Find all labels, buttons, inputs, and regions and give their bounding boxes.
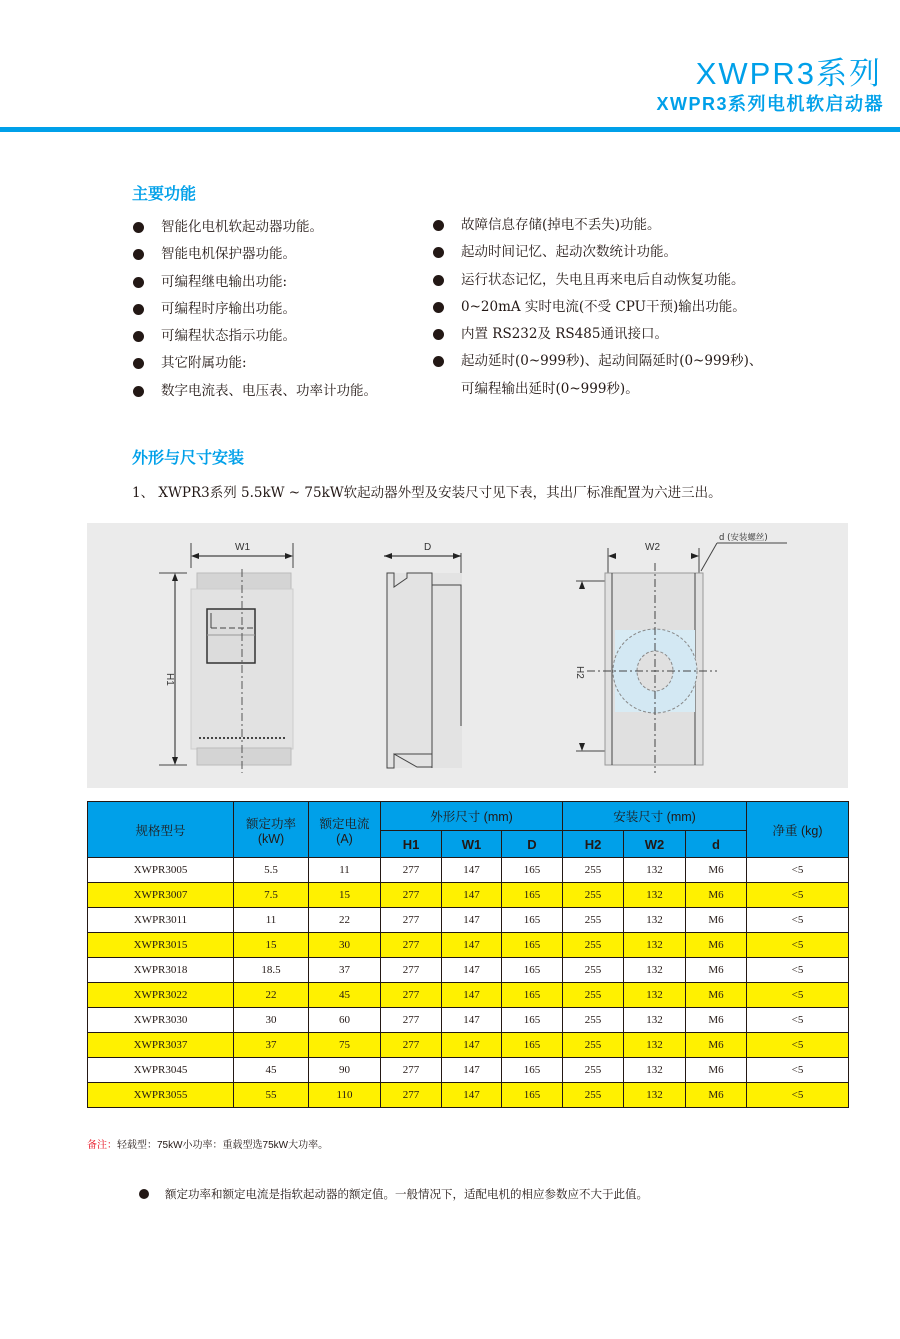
cell-w2: 132 [624, 908, 686, 933]
feature-item: 可编程继电输出功能: [133, 269, 377, 296]
cell-power: 7.5 [234, 883, 309, 908]
header-divider [0, 127, 900, 132]
cell-model: XWPR3018 [88, 958, 234, 983]
dimensions-title: 外形与尺寸安装 [132, 448, 245, 467]
table-row [88, 933, 849, 958]
cell-screw: M6 [686, 908, 747, 933]
header-outline: 外形尺寸 (mm) [381, 802, 563, 831]
cell-w1: 147 [442, 1058, 502, 1083]
bullet-icon [139, 1189, 149, 1199]
cell-d: 165 [502, 858, 563, 883]
header-model: 规格型号 [88, 802, 234, 858]
series-subtitle: XWPR3系列电机软启动器 [656, 94, 884, 114]
cell-power: 18.5 [234, 958, 309, 983]
cell-w2: 132 [624, 883, 686, 908]
cell-screw: M6 [686, 933, 747, 958]
cell-current: 110 [309, 1083, 381, 1108]
bullet-icon [133, 304, 144, 315]
cell-w1: 147 [442, 1083, 502, 1108]
table-row [88, 1083, 849, 1108]
cell-power: 45 [234, 1058, 309, 1083]
feature-item: 智能电机保护器功能。 [133, 241, 377, 268]
cell-w2: 132 [624, 1083, 686, 1108]
cell-model: XWPR3007 [88, 883, 234, 908]
cell-model: XWPR3055 [88, 1083, 234, 1108]
cell-power: 15 [234, 933, 309, 958]
cell-weight: <5 [747, 1008, 849, 1033]
series-title: XWPR3系列 [695, 56, 882, 91]
cell-h1: 277 [381, 858, 442, 883]
bullet-icon [133, 277, 144, 288]
note-text: 轻载型：75kW小功率：重载型选75kW大功率。 [117, 1140, 329, 1151]
cell-h2: 255 [563, 908, 624, 933]
cell-w1: 147 [442, 958, 502, 983]
cell-h1: 277 [381, 1083, 442, 1108]
cell-model: XWPR3037 [88, 1033, 234, 1058]
cell-w1: 147 [442, 1008, 502, 1033]
footnote [139, 1186, 648, 1202]
header-weight: 净重 (kg) [747, 802, 849, 858]
w2-label: W2 [645, 542, 660, 553]
cell-d: 165 [502, 933, 563, 958]
cell-power: 30 [234, 1008, 309, 1033]
cell-h1: 277 [381, 983, 442, 1008]
cell-weight: <5 [747, 933, 849, 958]
cell-power: 11 [234, 908, 309, 933]
header-h1: H1 [381, 831, 442, 858]
cell-w2: 132 [624, 1008, 686, 1033]
cell-h1: 277 [381, 908, 442, 933]
cell-model: XWPR3011 [88, 908, 234, 933]
cell-d: 165 [502, 883, 563, 908]
cell-w2: 132 [624, 933, 686, 958]
cell-current: 15 [309, 883, 381, 908]
cell-screw: M6 [686, 1033, 747, 1058]
cell-h2: 255 [563, 958, 624, 983]
cell-weight: <5 [747, 908, 849, 933]
feature-item-continuation: 可编程输出延时(0~999秒)。 [461, 380, 639, 397]
cell-screw: M6 [686, 1058, 747, 1083]
cell-h1: 277 [381, 1008, 442, 1033]
cell-h2: 255 [563, 858, 624, 883]
cell-w2: 132 [624, 958, 686, 983]
table-row [88, 958, 849, 983]
cell-d: 165 [502, 1033, 563, 1058]
bullet-icon [433, 220, 444, 231]
cell-h2: 255 [563, 1033, 624, 1058]
cell-weight: <5 [747, 1058, 849, 1083]
cell-h2: 255 [563, 1058, 624, 1083]
table-row [88, 858, 849, 883]
bullet-icon [133, 386, 144, 397]
feature-item: 数字电流表、电压表、功率计功能。 [133, 378, 377, 405]
cell-w1: 147 [442, 908, 502, 933]
cell-weight: <5 [747, 958, 849, 983]
feature-item: 故障信息存储(掉电不丢失)功能。 [433, 212, 762, 239]
cell-current: 90 [309, 1058, 381, 1083]
cell-current: 75 [309, 1033, 381, 1058]
cell-h2: 255 [563, 1008, 624, 1033]
cell-w1: 147 [442, 933, 502, 958]
feature-item: 可编程时序输出功能。 [133, 296, 377, 323]
cell-current: 30 [309, 933, 381, 958]
header-power: 额定功率 (kW) [234, 802, 309, 858]
w1-label: W1 [235, 542, 250, 553]
cell-w1: 147 [442, 858, 502, 883]
cell-power: 37 [234, 1033, 309, 1058]
front-view [159, 543, 293, 773]
cell-screw: M6 [686, 1008, 747, 1033]
feature-item: 运行状态记忆，失电且再来电后自动恢复功能。 [433, 267, 762, 294]
cell-d: 165 [502, 1058, 563, 1083]
features-list-left [133, 214, 377, 405]
cell-model: XWPR3030 [88, 1008, 234, 1033]
cell-current: 37 [309, 958, 381, 983]
cell-w1: 147 [442, 883, 502, 908]
table-row [88, 1033, 849, 1058]
feature-item: 可编程状态指示功能。 [133, 323, 377, 350]
footnote-text: 额定功率和额定电流是指软起动器的额定值。一般情况下，适配电机的相应参数应不大于此值。 [165, 1187, 648, 1201]
cell-weight: <5 [747, 1083, 849, 1108]
table-row [88, 983, 849, 1008]
header-h2: H2 [563, 831, 624, 858]
dimensions-intro: 1、 XWPR3系列 5.5kW ~ 75kW软起动器外型及安装尺寸见下表，其出厂标准配置为六进三出。 [132, 485, 722, 501]
header-w1: W1 [442, 831, 502, 858]
cell-screw: M6 [686, 858, 747, 883]
h2-label: H2 [574, 666, 585, 679]
header-current: 额定电流 (A) [309, 802, 381, 858]
table-row [88, 908, 849, 933]
table-note [87, 1136, 328, 1151]
bullet-icon [433, 329, 444, 340]
cell-screw: M6 [686, 1083, 747, 1108]
cell-w2: 132 [624, 1058, 686, 1083]
bullet-icon [133, 249, 144, 260]
bullet-icon [433, 247, 444, 258]
bullet-icon [133, 358, 144, 369]
cell-d: 165 [502, 908, 563, 933]
table-row [88, 883, 849, 908]
feature-item: 智能化电机软起动器功能。 [133, 214, 377, 241]
d-label: D [424, 542, 432, 553]
cell-model: XWPR3045 [88, 1058, 234, 1083]
cell-d: 165 [502, 1008, 563, 1033]
cell-weight: <5 [747, 883, 849, 908]
cell-power: 55 [234, 1083, 309, 1108]
table-row [88, 1058, 849, 1083]
cell-weight: <5 [747, 858, 849, 883]
features-list-right [433, 212, 762, 403]
header-install: 安装尺寸 (mm) [563, 802, 747, 831]
dimension-diagram [87, 523, 848, 788]
bullet-icon [133, 222, 144, 233]
mount-hole-label: d (安装螺丝) [719, 533, 768, 543]
cell-w1: 147 [442, 983, 502, 1008]
feature-item: 内置 RS232及 RS485通讯接口。 [433, 321, 762, 348]
mounting-view [576, 543, 787, 773]
cell-weight: <5 [747, 1033, 849, 1058]
header-d: D [502, 831, 563, 858]
cell-power: 22 [234, 983, 309, 1008]
cell-power: 5.5 [234, 858, 309, 883]
cell-h1: 277 [381, 883, 442, 908]
cell-screw: M6 [686, 958, 747, 983]
header-w2: W2 [624, 831, 686, 858]
cell-h2: 255 [563, 883, 624, 908]
note-label: 备注： [87, 1140, 117, 1151]
cell-h1: 277 [381, 933, 442, 958]
features-title: 主要功能 [132, 184, 197, 203]
feature-item: 起动延时(0~999秒)、起动间隔延时(0~999秒)、 [433, 348, 762, 375]
header-screw: d [686, 831, 747, 858]
cell-model: XWPR3022 [88, 983, 234, 1008]
cell-d: 165 [502, 983, 563, 1008]
cell-current: 22 [309, 908, 381, 933]
cell-screw: M6 [686, 883, 747, 908]
cell-h1: 277 [381, 958, 442, 983]
table-row [88, 1008, 849, 1033]
cell-h1: 277 [381, 1033, 442, 1058]
cell-w2: 132 [624, 858, 686, 883]
cell-w2: 132 [624, 1033, 686, 1058]
cell-h2: 255 [563, 983, 624, 1008]
cell-w2: 132 [624, 983, 686, 1008]
side-view [384, 553, 462, 768]
cell-d: 165 [502, 958, 563, 983]
cell-d: 165 [502, 1083, 563, 1108]
cell-h2: 255 [563, 1083, 624, 1108]
feature-item: 其它附属功能: [133, 350, 377, 377]
feature-item: 0~20mA 实时电流(不受 CPU干预)输出功能。 [433, 294, 762, 321]
bullet-icon [433, 275, 444, 286]
cell-h2: 255 [563, 933, 624, 958]
cell-model: XWPR3015 [88, 933, 234, 958]
cell-weight: <5 [747, 983, 849, 1008]
cell-screw: M6 [686, 983, 747, 1008]
cell-w1: 147 [442, 1033, 502, 1058]
feature-item: 起动时间记忆、起动次数统计功能。 [433, 239, 762, 266]
spec-table [87, 801, 849, 1108]
cell-model: XWPR3005 [88, 858, 234, 883]
bullet-icon [433, 302, 444, 313]
cell-current: 45 [309, 983, 381, 1008]
cell-h1: 277 [381, 1058, 442, 1083]
cell-current: 60 [309, 1008, 381, 1033]
h1-label: H1 [164, 673, 175, 686]
bullet-icon [433, 356, 444, 367]
cell-current: 11 [309, 858, 381, 883]
bullet-icon [133, 331, 144, 342]
